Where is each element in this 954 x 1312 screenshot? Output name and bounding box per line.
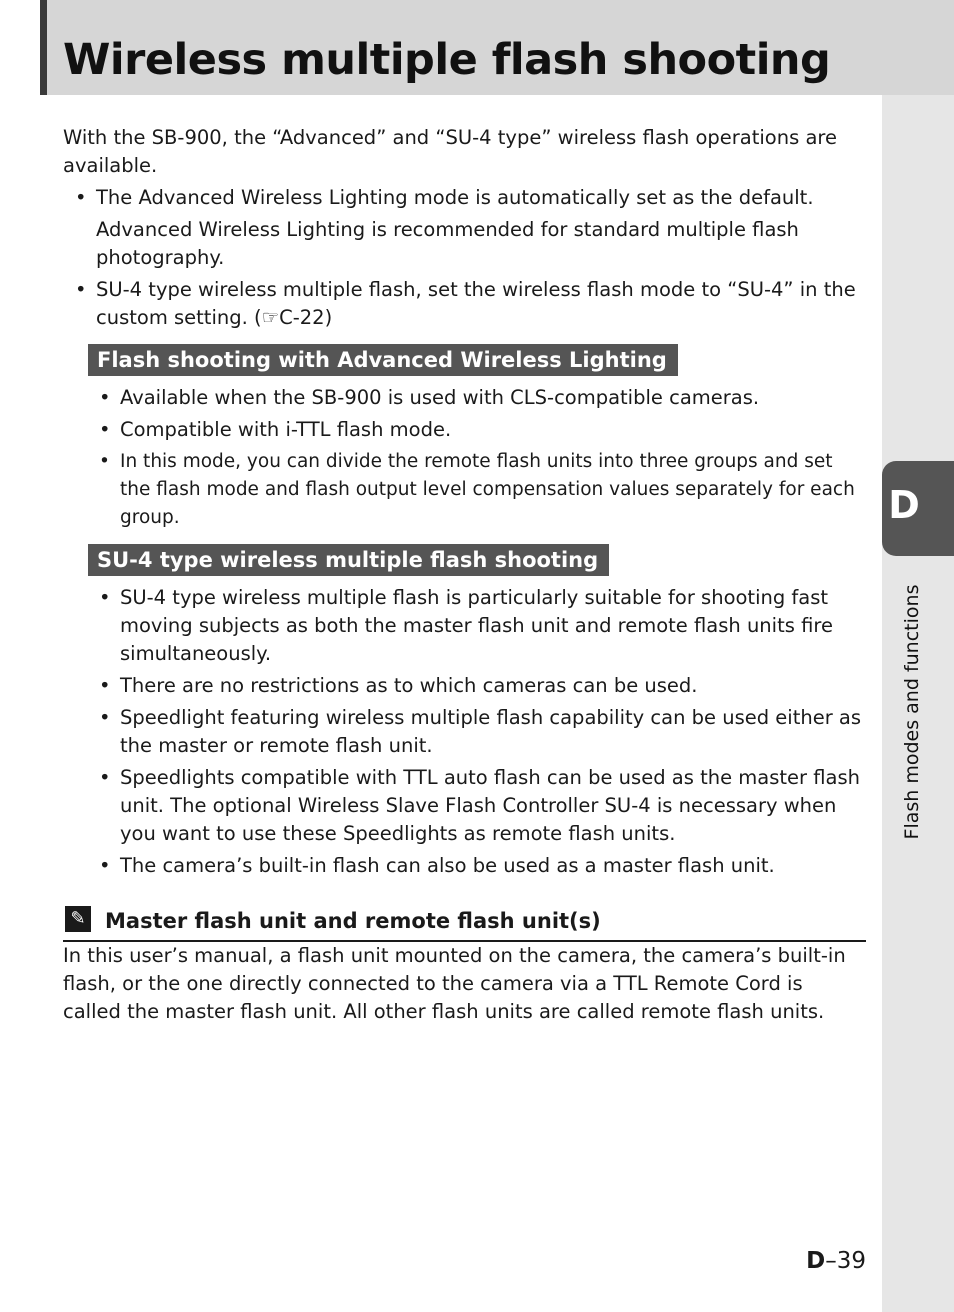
list-item bbox=[63, 384, 866, 412]
list-item bbox=[63, 276, 866, 332]
note-heading bbox=[63, 906, 866, 942]
page-number bbox=[806, 1244, 866, 1278]
bullet-icon: • bbox=[99, 386, 111, 409]
list-item-text: SU-4 type wireless multiple flash, set the wireless flash mode to “SU-4” in the custom setting. (☞C-22) bbox=[96, 278, 856, 329]
chapter-tab-letter: D bbox=[888, 483, 920, 527]
list-item-text: There are no restrictions as to which cameras can be used. bbox=[120, 674, 698, 697]
page-number-value: 39 bbox=[836, 1248, 866, 1274]
list-item-text: Speedlight featuring wireless multiple flash capability can be used either as the master or remote flash unit. bbox=[120, 706, 862, 757]
section-heading-advanced bbox=[88, 344, 866, 376]
list-item-text: Speedlights compatible with TTL auto flash can be used as the master flash unit. The optional Wireless Slave Flash Controller SU-4 is necessary when you want to use these Speedlights as remote flash units. bbox=[120, 766, 860, 845]
list-item-continuation: Advanced Wireless Lighting is recommended for standard multiple flash photography. bbox=[96, 218, 799, 269]
section-heading-text: Flash shooting with Advanced Wireless Lighting bbox=[88, 344, 678, 376]
list-item-text: The Advanced Wireless Lighting mode is automatically set as the default. bbox=[96, 186, 814, 209]
list-item-text: Compatible with i-TTL flash mode. bbox=[120, 418, 452, 441]
list-item bbox=[63, 416, 866, 444]
intro-bullet-list bbox=[63, 184, 866, 332]
pencil-icon: ✎ bbox=[65, 906, 91, 932]
list-item-text: The camera’s built-in flash can also be used as a master flash unit. bbox=[120, 854, 775, 877]
bullet-icon: • bbox=[99, 451, 110, 472]
list-item-text: SU-4 type wireless multiple flash is particularly suitable for shooting fast moving subjects as both the master flash unit and remote flash units fire simultaneously. bbox=[120, 586, 833, 665]
list-item bbox=[63, 704, 866, 760]
note-title: Master flash unit and remote flash unit(s) bbox=[105, 909, 601, 933]
bullet-icon: • bbox=[99, 854, 111, 877]
bullet-icon: • bbox=[99, 706, 111, 729]
list-item bbox=[63, 584, 866, 668]
main-content bbox=[63, 124, 866, 1026]
su4-bullet-list bbox=[63, 584, 866, 880]
list-item bbox=[63, 672, 866, 700]
section-heading-su4 bbox=[88, 544, 866, 576]
list-item bbox=[63, 764, 866, 848]
bullet-icon: • bbox=[75, 186, 87, 209]
list-item bbox=[63, 448, 866, 532]
intro-paragraph: With the SB-900, the “Advanced” and “SU-4 type” wireless flash operations are available. bbox=[63, 126, 837, 177]
page-title: Wireless multiple flash shooting bbox=[63, 35, 831, 85]
list-item-text: In this mode, you can divide the remote flash units into three groups and set the flash mode and flash output level compensation values separately for each group. bbox=[120, 451, 855, 528]
chapter-tab bbox=[882, 461, 954, 556]
list-item bbox=[63, 852, 866, 880]
page-number-separator: – bbox=[825, 1248, 837, 1274]
list-item-text: Available when the SB-900 is used with CLS-compatible cameras. bbox=[120, 386, 760, 409]
page-number-letter: D bbox=[806, 1248, 826, 1274]
bullet-icon: • bbox=[99, 586, 111, 609]
title-accent-stripe bbox=[40, 0, 47, 95]
bullet-icon: • bbox=[75, 278, 87, 301]
bullet-icon: • bbox=[99, 418, 111, 441]
chapter-label: Flash modes and functions bbox=[901, 584, 923, 840]
bullet-icon: • bbox=[99, 766, 111, 789]
advanced-bullet-list bbox=[63, 384, 866, 532]
note-body: In this user’s manual, a flash unit mounted on the camera, the camera’s built-in flash, or the one directly connected to the camera via a TTL Remote Cord is called the master flash unit. All other flash units are called remote flash units. bbox=[63, 944, 846, 1023]
section-heading-text: SU-4 type wireless multiple flash shooting bbox=[88, 544, 609, 576]
bullet-icon: • bbox=[99, 674, 111, 697]
list-item bbox=[63, 184, 866, 272]
